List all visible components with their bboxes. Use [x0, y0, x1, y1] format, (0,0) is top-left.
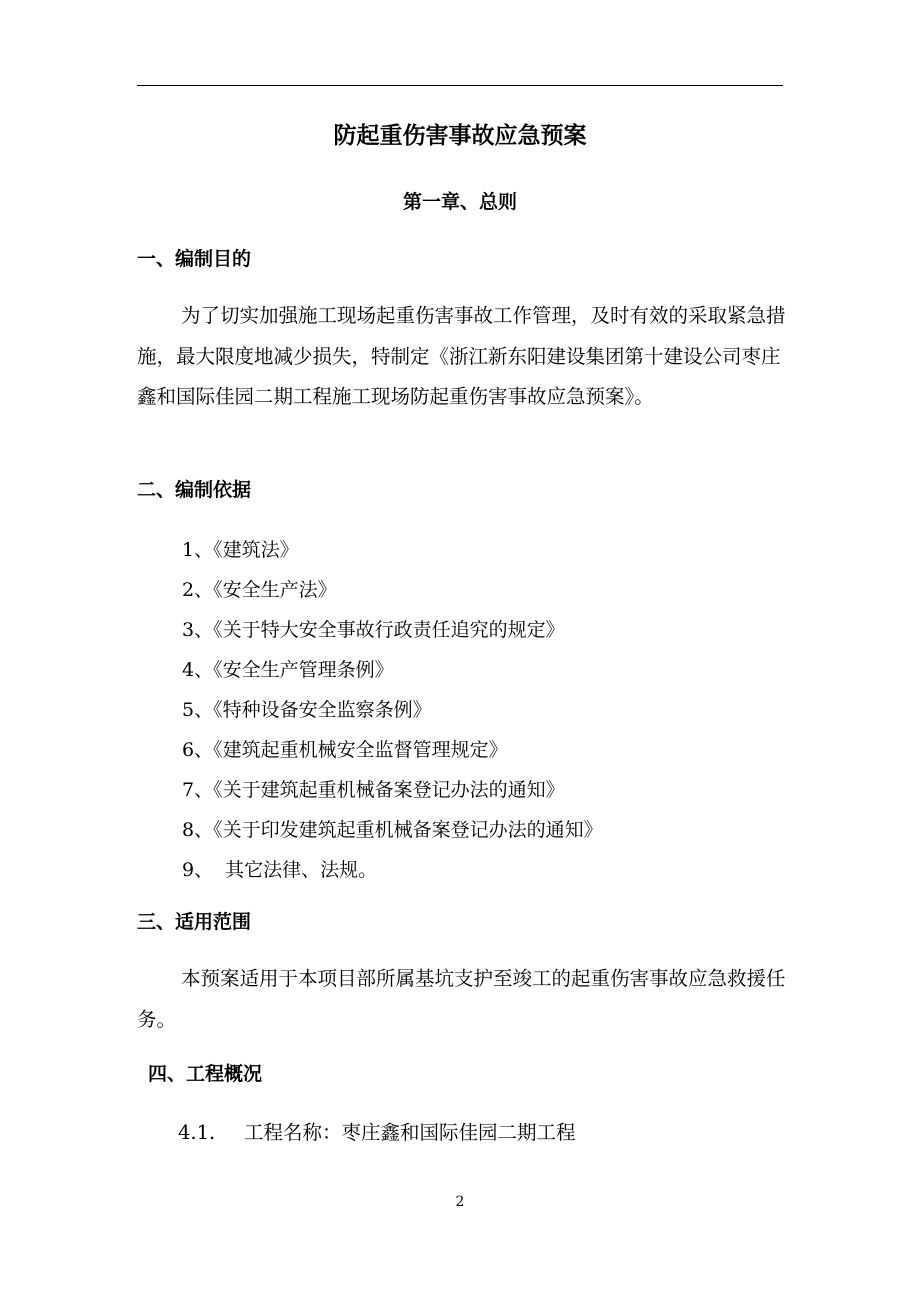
scope-text: 本预案适用于本项目部所属基坑支护至竣工的起重伤害事故应急救援任务。	[137, 967, 786, 1031]
header-rule	[137, 85, 783, 86]
list-item: 8、《关于印发建筑起重机械备案登记办法的通知》	[182, 819, 603, 841]
section-heading-basis: 二、编制依据	[137, 479, 252, 501]
list-item: 5、《特种设备安全监察条例》	[182, 699, 432, 721]
list-item: 4、《安全生产管理条例》	[182, 659, 394, 681]
chapter-heading: 第一章、总则	[402, 191, 517, 213]
overview-item-number: 4.1.	[178, 1121, 216, 1144]
section-heading-overview: 四、工程概况	[148, 1063, 263, 1085]
basis-list	[182, 530, 603, 890]
section-heading-scope: 三、适用范围	[137, 911, 252, 933]
list-item: 9、 其它法律、法规。	[182, 859, 378, 881]
overview-item	[178, 1113, 576, 1153]
list-item: 6、《建筑起重机械安全监督管理规定》	[182, 739, 508, 761]
list-item: 3、《关于特大安全事故行政责任追究的规定》	[182, 619, 565, 641]
list-item: 7、《关于建筑起重机械备案登记办法的通知》	[182, 779, 565, 801]
page-number: 2	[455, 1194, 465, 1210]
overview-item-text: 工程名称：枣庄鑫和国际佳园二期工程	[244, 1121, 576, 1144]
purpose-text: 为了切实加强施工现场起重伤害事故工作管理，及时有效的采取紧急措施，最大限度地减少损失，特制定《浙江新东阳建设集团第十建设公司枣庄鑫和国际佳园二期工程施工现场防起重伤害事故应急预案》。	[137, 304, 786, 408]
document-title: 防起重伤害事故应急预案	[333, 122, 587, 149]
purpose-paragraph	[137, 296, 787, 418]
list-item: 2、《安全生产法》	[182, 579, 337, 601]
section-heading-purpose: 一、编制目的	[137, 248, 252, 270]
scope-paragraph	[137, 959, 787, 1040]
list-item: 1、《建筑法》	[182, 539, 299, 561]
